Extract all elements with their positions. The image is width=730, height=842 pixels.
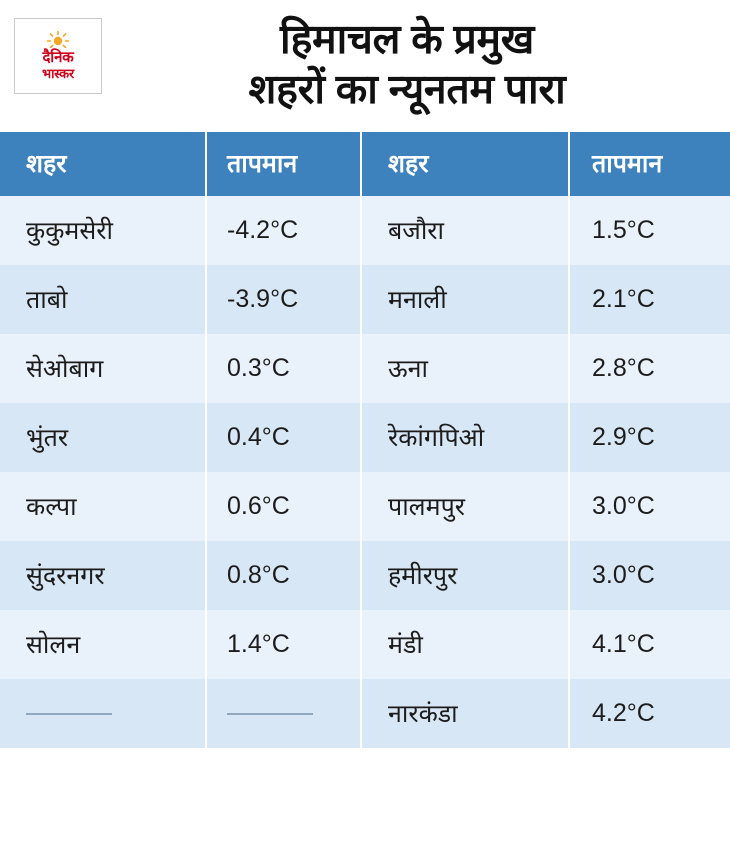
empty-dash	[227, 713, 313, 715]
table-row	[0, 679, 730, 748]
cell-city-right: नारकंडा	[361, 679, 569, 748]
cell-temp-left: 0.4°C	[206, 403, 361, 472]
cell-temp-left-empty	[206, 679, 361, 748]
column-header-temp-right: तापमान	[569, 132, 730, 196]
cell-temp-right: 4.1°C	[569, 610, 730, 679]
cell-city-right: हमीरपुर	[361, 541, 569, 610]
table-row	[0, 265, 730, 334]
logo-text-line2: भास्कर	[41, 66, 75, 81]
cell-temp-right: 1.5°C	[569, 196, 730, 265]
cell-city-right: मंडी	[361, 610, 569, 679]
sun-icon	[45, 30, 71, 48]
cell-city-right: बजौरा	[361, 196, 569, 265]
cell-city-left: सुंदरनगर	[0, 541, 206, 610]
cell-city-left: सेओबाग	[0, 334, 206, 403]
table-row	[0, 472, 730, 541]
logo-text-line1: दैनिक	[42, 49, 74, 66]
table-row	[0, 610, 730, 679]
cell-city-left: भुंतर	[0, 403, 206, 472]
temperature-table	[0, 132, 730, 748]
cell-city-left: ताबो	[0, 265, 206, 334]
table-header-row	[0, 132, 730, 196]
cell-temp-left: -4.2°C	[206, 196, 361, 265]
cell-temp-right: 3.0°C	[569, 472, 730, 541]
table-row	[0, 334, 730, 403]
cell-city-left-empty	[0, 679, 206, 748]
table-row	[0, 196, 730, 265]
table-row	[0, 541, 730, 610]
cell-temp-right: 4.2°C	[569, 679, 730, 748]
brand-logo	[14, 18, 102, 94]
cell-temp-left: 0.6°C	[206, 472, 361, 541]
cell-temp-left: -3.9°C	[206, 265, 361, 334]
column-header-city-left: शहर	[0, 132, 206, 196]
title-line-2: शहरों का न्यूनतम पारा	[248, 66, 566, 112]
cell-city-right: रेकांगपिओ	[361, 403, 569, 472]
cell-city-left: कुकुमसेरी	[0, 196, 206, 265]
header	[0, 0, 730, 120]
temperature-table-wrapper	[0, 132, 730, 748]
cell-temp-left: 1.4°C	[206, 610, 361, 679]
title-line-1: हिमाचल के प्रमुख	[279, 16, 534, 62]
cell-temp-left: 0.3°C	[206, 334, 361, 403]
column-header-city-right: शहर	[361, 132, 569, 196]
cell-city-right: मनाली	[361, 265, 569, 334]
cell-city-right: पालमपुर	[361, 472, 569, 541]
column-header-temp-left: तापमान	[206, 132, 361, 196]
page-title	[102, 14, 716, 114]
cell-city-left: कल्पा	[0, 472, 206, 541]
table-header	[0, 132, 730, 196]
cell-temp-right: 2.1°C	[569, 265, 730, 334]
cell-temp-left: 0.8°C	[206, 541, 361, 610]
table-body	[0, 196, 730, 748]
empty-dash	[26, 713, 112, 715]
table-row	[0, 403, 730, 472]
cell-temp-right: 2.9°C	[569, 403, 730, 472]
cell-temp-right: 2.8°C	[569, 334, 730, 403]
cell-city-right: ऊना	[361, 334, 569, 403]
cell-temp-right: 3.0°C	[569, 541, 730, 610]
cell-city-left: सोलन	[0, 610, 206, 679]
